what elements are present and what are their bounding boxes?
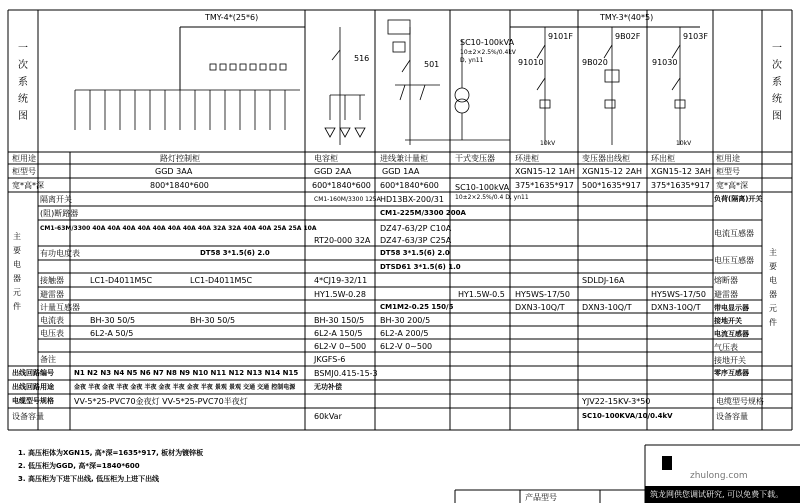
title-block-watermark: zhulong.com [690,471,748,481]
cell-meter-cap: BH-30 150/5 [314,316,365,325]
cell-contact-a: LC1-D4011M5C [90,276,153,285]
tr-use: 干式变压器 [455,154,495,163]
vertical-main-left: 主要电器元件 [13,232,21,311]
row-label-8: 电流表 [40,316,64,325]
cell-arrester-cap: HY1.5W-0.28 [314,290,366,299]
cell-energy-cap: RT20-000 32A [314,236,371,245]
kv-left-label: 10kV [540,140,556,147]
tr-model: SC10-100kVA [455,183,510,192]
cell-ammeter-cap: 6L2-A 150/5 [314,329,363,338]
cell-ammeter-in: 6L2-A 200/5 [380,329,429,338]
cell-cap-tr: SC10-100KVA/10/0.4kV [582,412,673,420]
cell-arrester-in: CM1M2-0.25 150/5 [380,303,454,311]
ring1-model: XGN15-12 1AH [515,167,576,176]
right-label-4: 避雷器 [714,290,738,299]
cell-meter-a: BH-30 50/5 [90,316,136,325]
row-label-3: 有功电度表 [40,249,80,258]
footer-capacity: 设备容量 [12,412,44,421]
in-dims: 600*1840*600 [380,181,439,190]
cell-circuit-no: N1 N2 N3 N4 N5 N6 N7 N8 N9 N10 N11 N12 N13 N14 N15 [74,369,299,377]
cell-ammeter-a: 6L2-A 50/5 [90,329,134,338]
right-label-7: 电流互感器 [714,330,749,338]
bus-main-label: TMY-4*(25*6) [205,13,259,22]
cell-meter-in: BH-30 200/5 [380,316,431,325]
cell-ring-dx1: DXN3-10Q/T [515,303,565,312]
right-label-8: 气压表 [714,343,738,352]
header-use: 柜用途 [12,154,36,163]
cell-voltmeter-in: 6L2-V 0~500 [380,342,433,351]
cell-ring-dx2: DXN3-10Q/T [582,303,632,312]
footer-right-cable: 电缆型号规格 [716,397,764,406]
row-label-6: 避雷器 [40,290,64,299]
cell-purpose-cap: 无功补偿 [314,383,342,391]
cell-voltmeter-cap: 6L2-V 0~500 [314,342,367,351]
switch-9103f-label: 9103F [683,32,708,41]
vertical-main-right: 主要电器元件 [769,248,777,327]
transformer-note2: D, yn11 [460,57,484,64]
switch-516-label: 516 [354,54,370,63]
cell-cap-cap: 60kVar [314,412,342,421]
side-label-right: 一次系统图 [772,43,782,122]
right-label-3: 熔断器 [714,276,738,285]
cell-contact-b: LC1-D4011M5C [190,276,253,285]
tr-note: 10±2×2.5%/0.4 D, yn11 [455,194,529,201]
footer-right-capacity: 设备容量 [716,412,748,421]
note-2: 2. 低压柜为GGD, 高*深=1840*600 [18,462,140,470]
cell-energy-street: DT58 3*1.5(6) 2.0 [200,249,270,257]
in-model: GGD 1AA [382,167,420,176]
ring1-dims: 375*1635*917 [515,181,574,190]
footer-circuit: 出线回路编号 [12,369,54,377]
cell-energy-in1: DT58 3*1.5(6) 2.0 [380,249,450,257]
footer-cable: 电缆型号规格 [12,397,54,405]
street-use: 路灯控制柜 [160,154,200,163]
right-label-5: 带电显示器 [714,304,749,312]
cell-breaker-street: CM1-63M/3300 40A 40A 40A 40A 40A 40A 40A 40A 32A 32A 40A 40A 25A 25A 10A [40,225,317,232]
cell-ring-dx3: DXN3-10Q/T [651,303,701,312]
cell-arrester-tr: HY1.5W-0.5 [458,290,505,299]
row-label-10: 备注 [40,355,56,364]
ring2-use: 环出柜 [651,154,675,163]
cell-cable-street: VV-5*25-PVC70金夜灯 VV-5*25-PVC70半夜灯 [74,397,248,406]
tprot-dims: 500*1635*917 [582,181,641,190]
street-model: GGD 3AA [155,167,193,176]
title-block-bar-text: 筑龙网供您调试研究, 可以免费下载。 [650,490,784,499]
right-label-6: 接地开关 [714,317,742,325]
cell-isolator-in2: CM1-225M/3300 200A [380,209,466,217]
cell-ring-sd: SDLDJ-16A [582,276,625,285]
cell-meter-b: BH-30 50/5 [190,316,236,325]
footer-purpose: 出线回路用途 [12,383,54,391]
right-label-2: 电压互感器 [714,256,754,265]
cell-isolator-cap: CM1-160M/3300 125A [314,196,381,203]
street-dims: 800*1840*600 [150,181,209,190]
cell-breaker-in1: DZ47-63/2P C10A [380,224,452,233]
cell-ring-hy2: HY5WS-17/50 [651,290,706,299]
rightcol-dims: 宽*高*深 [716,181,748,190]
in-use: 进线兼计量柜 [380,154,428,163]
cap-dims: 600*1840*600 [312,181,371,190]
tprot-use: 变压器出线柜 [582,154,630,163]
ring2-model: XGN15-12 3AH [651,167,712,176]
cell-isolator-in: HD13BX-200/31 [380,195,444,204]
row-label-9: 电压表 [40,329,64,338]
cell-energy-in2: DTSD61 3*1.5(6) 1.0 [380,263,461,271]
right-label-10: 零序互感器 [714,369,749,377]
switch-9b02f-label: 9B02F [615,32,641,41]
rightcol-model: 柜型号 [716,167,740,176]
switch-501-label: 501 [424,60,440,69]
row-label-0: 隔离开关 [40,195,72,204]
row-label-5: 接触器 [40,276,64,285]
cell-contact-cap: 4*CJ19-32/11 [314,276,368,285]
header-dims: 宽*高*深 [12,181,44,190]
tprot-model: XGN15-12 2AH [582,167,643,176]
switch-9101f-label: 9101F [548,32,573,41]
notes [18,447,203,486]
note-3: 3. 高压柜为下进下出线, 低压柜为上进下出线 [18,475,160,483]
right-label-0: 负荷(隔离)开关 [714,195,763,203]
note-1: 1. 高压柜体为XGN15, 高*深=1635*917, 板材为镀锌板 [18,449,204,457]
switch-91010-label: 91010 [518,58,544,67]
cap-use: 电容柜 [314,154,338,163]
cell-cable-right: YJV22-15KV-3*50 [582,397,651,406]
row-label-1: (阻)断路器 [40,209,79,218]
cell-remark-cap: JKGFS-6 [314,355,346,364]
rightcol-use: 柜用途 [716,154,740,163]
side-label-left: 一次系统图 [18,43,28,122]
cell-breaker-in2: DZ47-63/3P C25A [380,236,452,245]
right-label-1: 电流互感器 [714,229,754,238]
kv-right-label: 10kV [676,140,692,147]
header-model: 柜型号 [12,167,36,176]
right-label-9: 接地开关 [714,356,746,365]
ring2-dims: 375*1635*917 [651,181,710,190]
bus-right-label: TMY-3*(40*5) [600,13,654,22]
transformer-note1: 10±2×2.5%/0.4kV [460,49,516,56]
switch-91030-label: 91030 [652,58,678,67]
cell-circuit-cap: BSMJ0.415-15-3 [314,369,378,378]
transformer-label: SC10-100kVA [460,38,515,47]
ring1-use: 环进柜 [515,154,539,163]
switch-9b020-label: 9B020 [582,58,608,67]
cell-ring-hy1: HY5WS-17/50 [515,290,570,299]
cell-purpose-street: 金夜 半夜 金夜 半夜 金夜 半夜 金夜 半夜 金夜 半夜 景观 景观 交通 交通 控制电源 [74,384,296,391]
title-block-text: 产品型号 [525,493,557,502]
cap-model: GGD 2AA [314,167,352,176]
row-label-7: 计量互感器 [40,303,80,312]
